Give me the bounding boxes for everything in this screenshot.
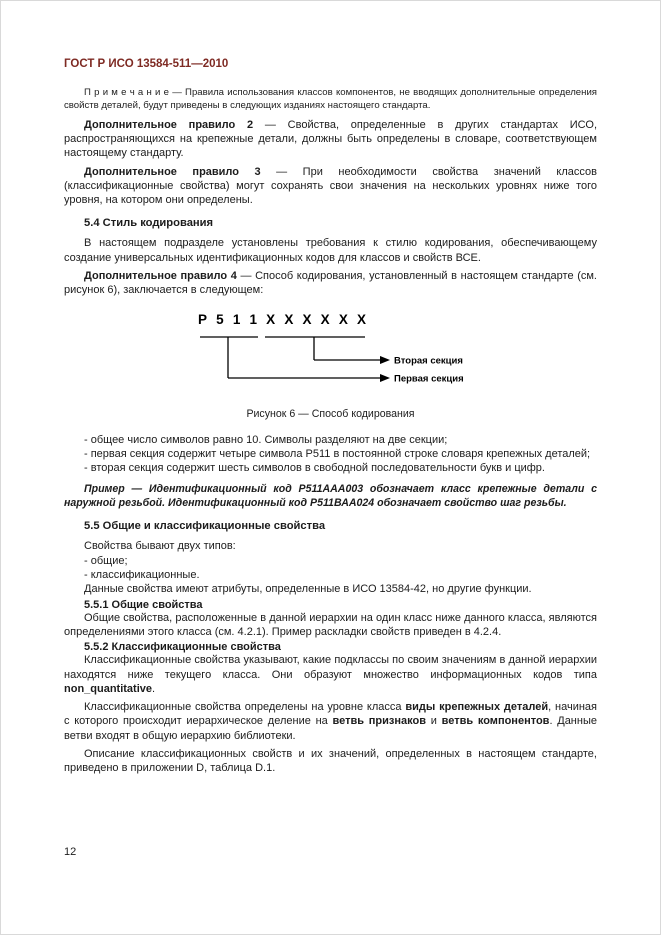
page-number: 12 [64, 846, 77, 858]
text-run: , начиная с которого происходит иерархическое деление на [64, 701, 597, 728]
text-run: Классификационные свойства указывают, какие подклассы по своим значениям в данной иерархии находятся ниже текущего класса. Они образуют множество информационных кодов типа [64, 654, 597, 681]
types-intro-paragraph: Свойства бывают двух типов: [84, 540, 236, 553]
figure-caption: Рисунок 6 — Способ кодирования [246, 407, 415, 420]
bold-run: ветвь признаков [332, 715, 426, 728]
note-paragraph [64, 87, 597, 113]
annex-reference-paragraph: Описание классификационных свойств и их значений, определенных в настоящем стандарте, приведено в приложении D, таблица D.1. [64, 748, 597, 775]
coding-rule-item: - общее число символов равно 10. Символы разделяют на две секции; [84, 433, 448, 446]
second-section-label: Вторая секция [394, 355, 463, 367]
arrow-second-section-icon [380, 356, 390, 364]
bold-run: non_quantitative [64, 682, 153, 695]
rule-2-paragraph [64, 118, 597, 161]
bold-run: виды крепежных деталей [405, 701, 549, 714]
note-text: — Правила использования классов компонентов, не вводящих дополнительные определения свойств деталей, будут приведены в следующих изданиях настоящего стандарта. [64, 87, 597, 111]
code-text: Р 5 1 1 Х Х Х Х Х Х [198, 311, 366, 327]
section-heading-5-5-2: 5.5.2 Классификационные свойства [84, 641, 281, 654]
text-run: . Данные ветви входят в общую иерархию библиотеки. [64, 715, 597, 742]
coding-rule-item: - первая секция содержит четыре символа Р511 в постоянной строке словаря крепежных деталей; [84, 447, 591, 460]
example-paragraph: Пример — Идентификационный код Р511ААА003 обозначает класс крепежные детали с наружной резьбой. Идентификационный код Р511ВАА024 обозначает свойство шаг резьбы. [64, 482, 597, 509]
type-item: - классификационные. [84, 569, 200, 582]
rule-4-title: Дополнительное правило 4 [84, 270, 237, 283]
arrow-first-section-icon [380, 374, 390, 382]
rule-2-text: — Свойства, определенные в других стандартах ИСО, распространяющихся на крепежные детали, должны быть определены в словаре, соответствующем настоящему стандарту. [64, 118, 597, 160]
general-properties-paragraph: Общие свойства, расположенные в данной иерархии на один класс ниже данного класса, являются определениями этого класса (см. 4.2.1). Пример раскладки свойств приведен в 4.2.4. [64, 611, 597, 638]
type-item: - общие; [84, 554, 128, 567]
bold-run: ветвь компонентов [441, 715, 550, 728]
rule-3-text: — При необходимости свойства значений классов (классификационные свойства) могут сохранять свои значения на нескольких уровнях ниже того уровня, на котором они определены. [64, 165, 597, 207]
section-heading-5-4: 5.4 Стиль кодирования [84, 217, 214, 230]
coding-rule-item: - вторая секция содержит шесть символов в свободной последовательности букв и цифр. [84, 462, 545, 475]
rule-2-title: Дополнительное правило 2 [84, 118, 254, 131]
section-heading-5-5-1: 5.5.1 Общие свойства [84, 598, 203, 611]
rule-4-text: — Способ кодирования, установленный в настоящем стандарте (см. рисунок 6), заключается в следующем: [64, 270, 597, 297]
text-run: и [425, 715, 442, 728]
coding-style-paragraph: В настоящем подразделе установлены требования к стилю кодирования, обеспечивающему создание универсальных идентификационных кодов для классов и свойств ВСЕ. [64, 237, 597, 264]
classification-properties-paragraph-2 [64, 700, 597, 743]
classification-properties-paragraph-1 [64, 653, 597, 696]
document-header: ГОСТ Р ИСО 13584-511—2010 [64, 58, 229, 70]
text-run: . [152, 682, 156, 695]
first-section-label: Первая секция [394, 373, 464, 385]
coding-scheme-diagram [64, 308, 599, 396]
rule-4-paragraph [64, 269, 597, 298]
note-label: П р и м е ч а н и е [84, 87, 169, 98]
rule-3-title: Дополнительное правило 3 [84, 165, 261, 178]
figure-6 [64, 308, 597, 396]
section-heading-5-5: 5.5 Общие и классификационные свойства [84, 520, 326, 533]
text-run: Классификационные свойства определены на уровне класса [84, 701, 406, 714]
rule-3-paragraph [64, 165, 597, 208]
types-note-paragraph: Данные свойства имеют атрибуты, определенные в ИСО 13584-42, но другие функции. [84, 583, 532, 596]
